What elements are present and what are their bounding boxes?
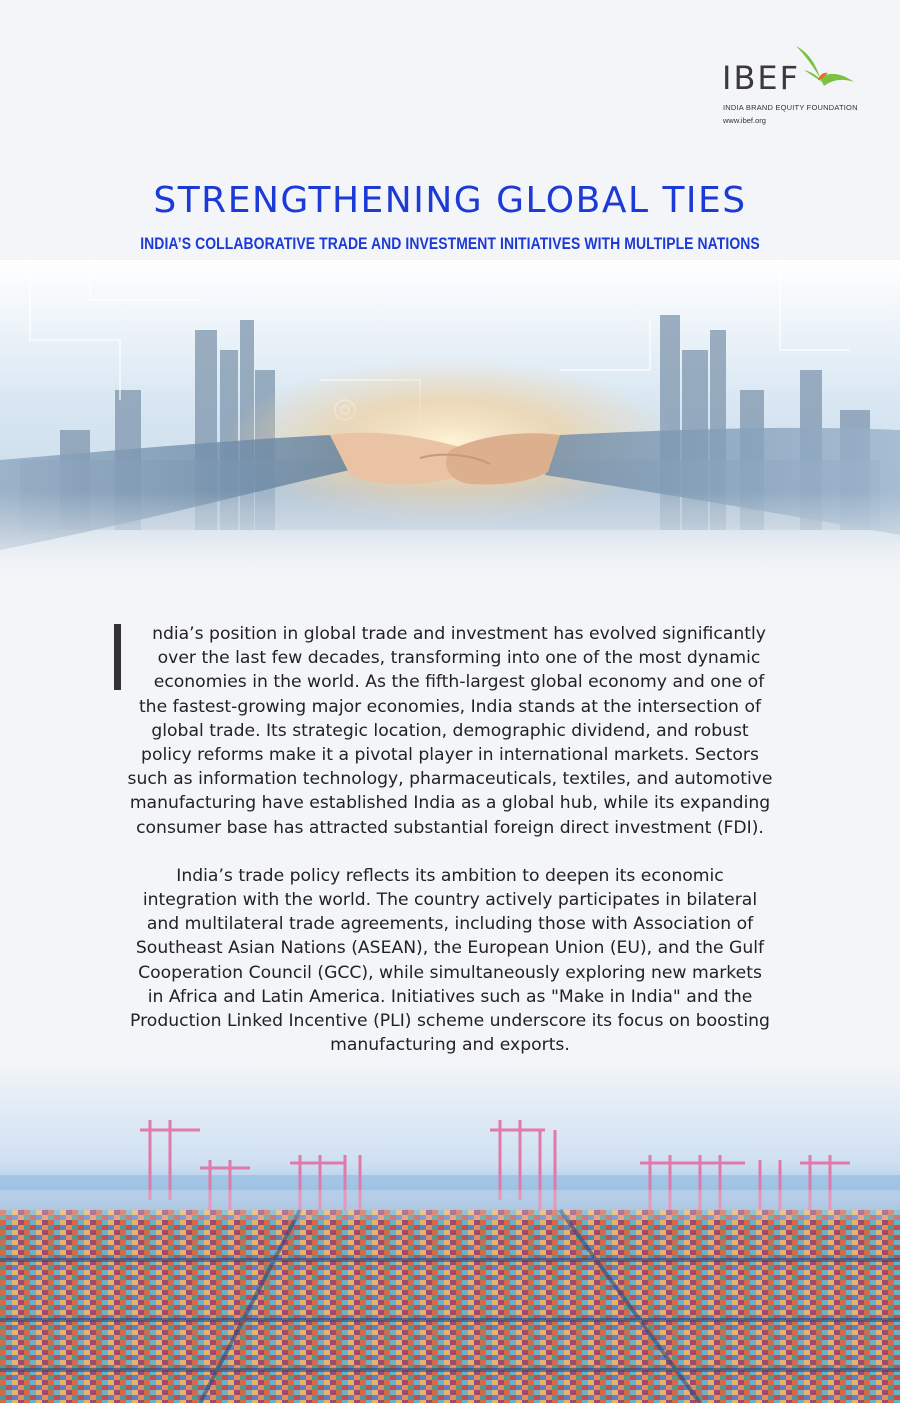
- text-line: Production Linked Incentive (PLI) scheme underscore its focus on boosting: [130, 1011, 770, 1032]
- text-line: the fastest-growing major economies, India stands at the intersection of: [138, 696, 762, 717]
- bird-logo-icon: [794, 42, 856, 92]
- text-line: global trade. Its strategic location, demographic dividend, and robust: [151, 720, 749, 741]
- text-line: in Africa and Latin America. Initiatives such as "Make in India" and the: [147, 986, 753, 1007]
- text-line: and multilateral trade agreements, including those with Association of: [146, 914, 754, 935]
- text-line: manufacturing have established India as a global hub, while its expanding: [129, 793, 771, 814]
- text-line: ndia’s position in global trade and investment has evolved significantly: [152, 624, 766, 644]
- text-line: economies in the world. As the fifth-largest global economy and one of: [153, 672, 765, 693]
- text-line: Cooperation Council (GCC), while simultaneously exploring new markets: [138, 962, 762, 983]
- paragraph-1: [108, 622, 792, 840]
- text-line: policy reforms make it a pivotal player in international markets. Sectors: [141, 745, 759, 766]
- ibef-logo: [716, 40, 866, 130]
- text-line: India’s trade policy reflects its ambition to deepen its economic: [176, 865, 724, 886]
- drop-cap-i: [114, 624, 121, 690]
- article-body: [108, 622, 792, 1057]
- text-line: manufacturing and exports.: [330, 1035, 570, 1056]
- text-line: integration with the world. The country actively participates in bilateral: [142, 890, 758, 911]
- page-title: STRENGTHENING GLOBAL TIES: [153, 180, 747, 221]
- paragraph-2: [108, 864, 792, 1058]
- logo-subtitle: INDIA BRAND EQUITY FOUNDATION: [723, 103, 858, 112]
- text-line: over the last few decades, transforming into one of the most dynamic: [157, 648, 761, 669]
- text-line: Southeast Asian Nations (ASEAN), the European Union (EU), and the Gulf: [135, 938, 765, 959]
- logo-url: www.ibef.org: [723, 116, 766, 125]
- text-line: such as information technology, pharmaceuticals, textiles, and automotive: [127, 769, 773, 790]
- handshake-city-image: [0, 260, 900, 590]
- page-subtitle: INDIA’S COLLABORATIVE TRADE AND INVESTMENT INITIATIVES WITH MULTIPLE NATIONS: [140, 234, 760, 253]
- container-port-image: [0, 1060, 900, 1403]
- logo-wordmark: IBEF: [722, 59, 801, 97]
- text-line: consumer base has attracted substantial foreign direct investment (FDI).: [136, 817, 764, 838]
